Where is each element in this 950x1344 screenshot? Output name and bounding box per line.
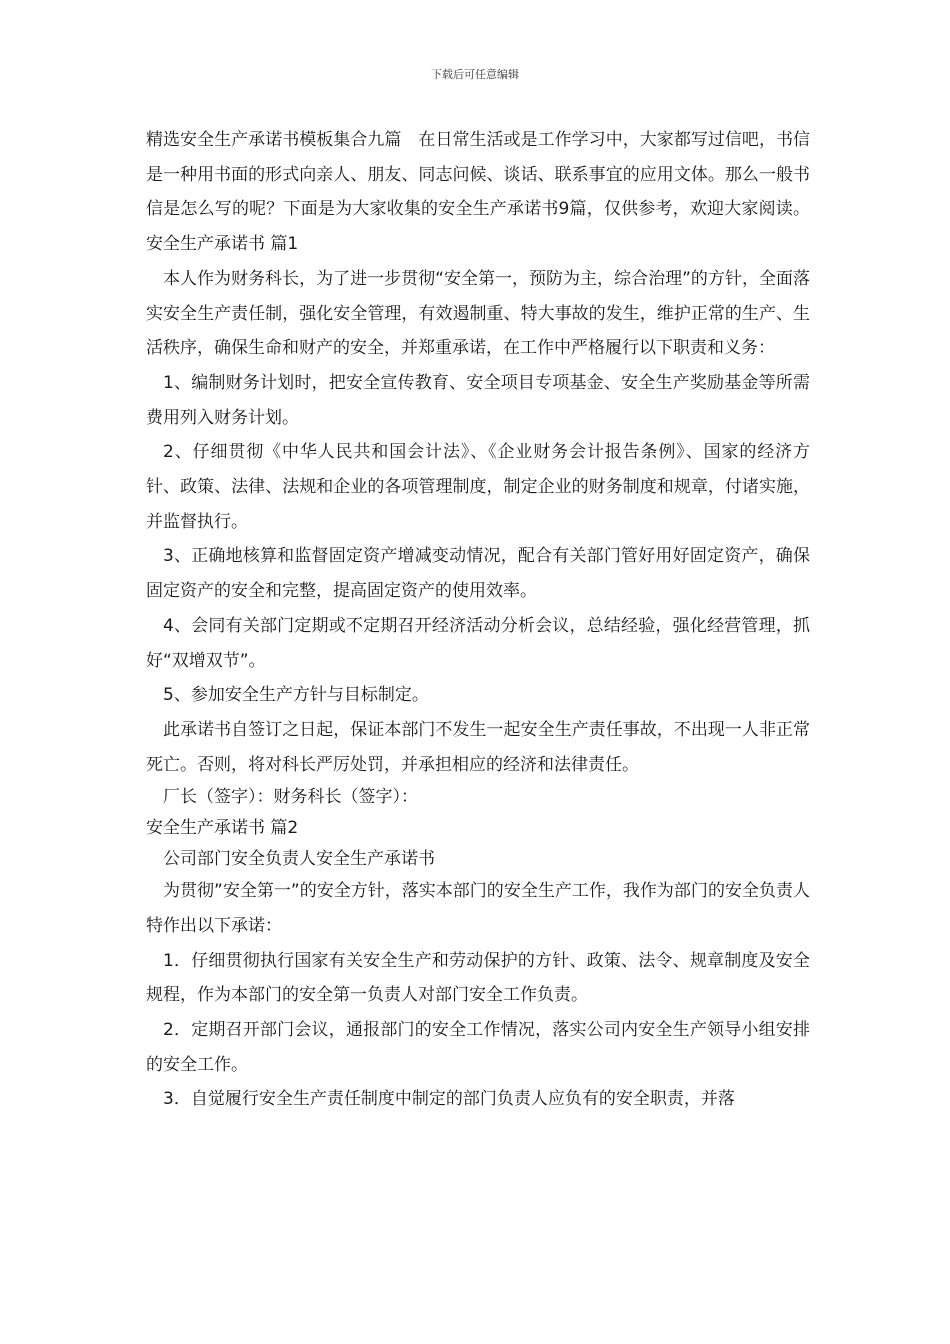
list-item: 4、会同有关部门定期或不定期召开经济活动分析会议，总结经验，强化经营管理，抓好“双增双节”。 (146, 615, 810, 671)
body-paragraph: 为贯彻”安全第一”的安全方针，落实本部门的安全生产工作，我作为部门的安全负责人特作出以下承诺： (146, 881, 810, 936)
list-item: 3、正确地核算和监督固定资产增减变动情况，配合有关部门管好用好固定资产，确保固定资产的安全和完整，提高固定资产的使用效率。 (146, 546, 810, 602)
body-paragraph: 本人作为财务科长，为了进一步贯彻“安全第一，预防为主，综合治理”的方针，全面落实安全生产责任制，强化安全管理，有效遏制重、特大事故的发生，维护正常的生产、生活秩序，确保生命和财产的安全，并郑重承诺，在工作中严格履行以下职责和义务： (146, 268, 810, 359)
list-item: 2．定期召开部门会议，通报部门的安全工作情况，落实公司内安全生产领导小组安排的安全工作。 (146, 1019, 810, 1075)
document-body (146, 123, 810, 1117)
page-header-note: 下载后可任意编辑 (431, 68, 519, 81)
intro-paragraph: 精选安全生产承诺书模板集合九篇 在日常生活或是工作学习中，大家都写过信吧，书信是一种用书面的形式向亲人、朋友、同志问候、谈话、联系事宜的应用文体。那么一般书信是怎么写的呢？下面是为大家收集的安全生产承诺书9篇，仅供参考，欢迎大家阅读。安全生产承诺书 篇1 (146, 130, 810, 255)
list-item: 5、参加安全生产方针与目标制定。 (163, 685, 429, 706)
section-subtitle: 公司部门安全负责人安全生产承诺书 (163, 848, 435, 869)
signature-line: 厂长（签字）：财务科长（签字）： (163, 787, 418, 808)
list-item: 1．仔细贯彻执行国家有关安全生产和劳动保护的方针、政策、法令、规章制度及安全规程，作为本部门的安全第一负责人对部门安全工作负责。 (146, 950, 810, 1006)
body-paragraph: 此承诺书自签订之日起，保证本部门不发生一起安全生产责任事故，不出现一人非正常死亡。否则，将对科长严厉处罚，并承担相应的经济和法律责任。 (146, 719, 810, 775)
list-item: 1、编制财务计划时，把安全宣传教育、安全项目专项基金、安全生产奖励基金等所需费用列入财务计划。 (146, 372, 810, 428)
section-heading: 安全生产承诺书 篇2 (146, 817, 299, 838)
list-item: 2、仔细贯彻《中华人民共和国会计法》、《企业财务会计报告条例》、国家的经济方针、政策、法律、法规和企业的各项管理制度，制定企业的财务制度和规章，付诸实施，并监督执行。 (146, 442, 810, 532)
list-item: 3．自觉履行安全生产责任制度中制定的部门负责人应负有的安全职责，并落 (163, 1089, 735, 1110)
